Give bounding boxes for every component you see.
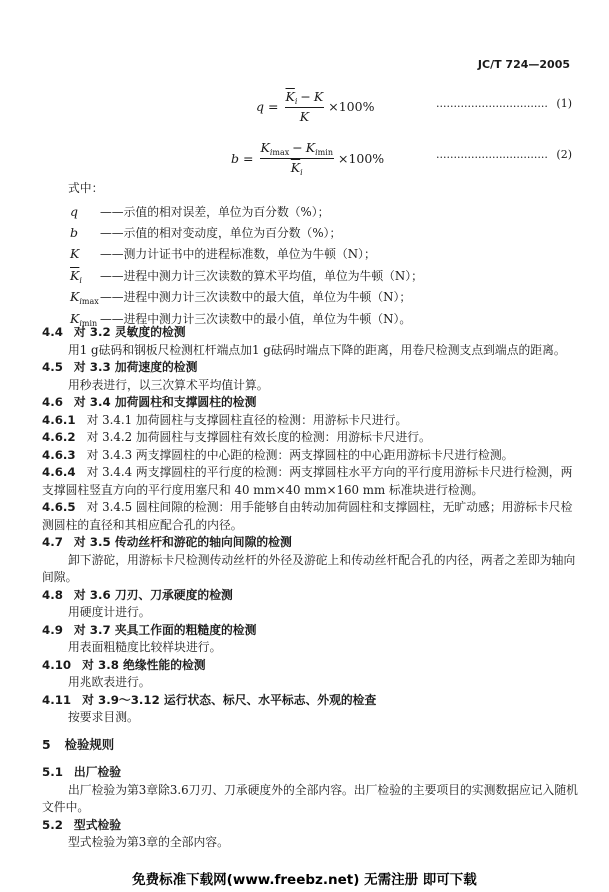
minus-operator: − — [292, 140, 303, 155]
formula-lhs: q — [256, 99, 265, 114]
formula-lhs: b — [231, 151, 240, 166]
chapter-5-heading — [42, 736, 587, 754]
clause-4-9-text: 用表面粗糙度比较样块进行。 — [68, 640, 222, 655]
clause-title: 出厂检验 — [73, 765, 122, 780]
fraction-denominator — [300, 108, 309, 124]
subclause-text: 对 3.4.4 两支撑圆柱的平行度的检测：两支撑圆柱水平方向的平行度用游标卡尺进行检测，两 — [86, 465, 573, 480]
subscript: i — [315, 148, 318, 157]
chapter-5 — [42, 736, 587, 852]
symbol-letter: K — [70, 310, 80, 326]
subclause-text: 对 3.4.2 加荷圆柱与支撑圆柱有效长度的检测：用游标卡尺进行。 — [86, 430, 431, 445]
clause-4-6-5-continued: 测圆柱的直径和其相应配合孔的内径。 — [42, 517, 243, 532]
definition-row — [70, 243, 423, 264]
clause-4-7-heading — [42, 534, 587, 552]
clause-4-6-4-continued: 支撑圆柱竖直方向的平行度用塞尺和 40 mm×40 mm×160 mm 标准块进行检测。 — [42, 482, 484, 497]
formula-relative-variation — [231, 140, 384, 177]
subscript-max: max — [81, 297, 99, 307]
symbol-letter: $\overline{K}$ — [70, 267, 80, 283]
clause-4-6-3 — [42, 447, 587, 465]
clause-5-2-text: 型式检验为第3章的全部内容。 — [68, 835, 229, 850]
mean-reading-symbol: $\overline{K}$ — [285, 89, 295, 104]
symbol-letter: b — [70, 225, 79, 241]
equation-leader-2 — [436, 148, 572, 162]
clause-4-4-heading — [42, 324, 587, 342]
symbol-letter: K — [70, 246, 80, 262]
subclause-number: 4.6.4 — [42, 465, 76, 480]
subclause-number: 4.6.3 — [42, 447, 76, 462]
clause-4-8-text: 用硬度计进行。 — [68, 605, 151, 620]
standard-value-symbol: K — [299, 109, 310, 124]
clause-number: 4.5 — [42, 360, 63, 375]
clause-4-7-text: 卸下游砣，用游标卡尺检测传动丝杆的外径及游砣上和传动丝杆配合孔的内径，两者之差即为轴向 — [68, 552, 576, 567]
definition-symbol — [70, 225, 100, 240]
download-site-footer: 免费标准下载网(www.freebz.net) 无需注册 即可下载 — [132, 872, 477, 888]
clause-number: 4.4 — [42, 325, 63, 340]
definition-text: ——进程中测力计三次读数中的最小值，单位为牛顿（N）。 — [100, 311, 412, 326]
definition-row — [70, 286, 423, 307]
mean-reading-symbol: $\overline{K}$ — [290, 160, 301, 175]
fraction — [285, 89, 325, 124]
minus-operator: − — [300, 89, 311, 104]
standard-value-symbol: K — [313, 89, 324, 104]
formula-relative-error — [256, 89, 374, 124]
definition-symbol — [70, 289, 100, 307]
clause-4-6-4 — [42, 464, 587, 482]
symbol-definitions — [70, 201, 423, 329]
symbol-letter: q — [70, 203, 79, 219]
definition-symbol — [70, 204, 100, 219]
clause-4-11-text: 按要求目测。 — [68, 710, 139, 725]
clause-number: 4.7 — [42, 535, 63, 550]
subscript-max: max — [272, 148, 290, 157]
clause-title: 对 3.4 加荷圆柱和支撑圆柱的检测 — [73, 395, 257, 410]
min-reading-symbol: K — [305, 140, 316, 155]
section-4-clauses — [42, 324, 587, 727]
clause-4-5-text: 用秒表进行，以三次算术平均值计算。 — [68, 377, 269, 392]
equals-sign: = — [268, 99, 279, 114]
subscript: i — [300, 168, 303, 177]
clause-title: 对 3.2 灵敏度的检测 — [73, 325, 186, 340]
definition-text: ——进程中测力计三次读数的算术平均值，单位为牛顿（N）； — [100, 268, 423, 283]
clause-4-6-5 — [42, 499, 587, 517]
subscript: i — [79, 275, 82, 285]
where-intro: 式中： — [68, 181, 104, 195]
clause-number: 4.8 — [42, 587, 63, 602]
subclause-number: 4.6.1 — [42, 412, 76, 427]
clause-4-5-heading — [42, 359, 587, 377]
subscript: i — [294, 97, 298, 106]
chapter-title: 检验规则 — [64, 737, 115, 753]
clause-number: 5.1 — [42, 765, 63, 780]
clause-number: 4.9 — [42, 622, 63, 637]
clause-5-1-heading — [42, 764, 587, 782]
leader-dots: ................................ — [436, 97, 548, 110]
clause-number: 5.2 — [42, 817, 63, 832]
fraction-denominator — [291, 159, 303, 177]
subscript-min: min — [317, 148, 333, 157]
clause-4-6-heading — [42, 394, 587, 412]
percent-factor: ×100% — [337, 151, 385, 166]
equation-leader-1 — [436, 97, 572, 111]
clause-title: 对 3.6 刀刃、刀承硬度的检测 — [73, 587, 233, 602]
clause-title: 对 3.3 加荷速度的检测 — [73, 360, 198, 375]
clause-title: 对 3.7 夹具工作面的粗糙度的检测 — [73, 622, 257, 637]
clause-title: 对 3.8 绝缘性能的检测 — [82, 657, 206, 672]
clause-4-8-heading — [42, 587, 587, 605]
subclause-text: 对 3.4.1 加荷圆柱与支撑圆柱直径的检测：用游标卡尺进行。 — [86, 412, 408, 427]
equation-number: (1) — [556, 97, 572, 110]
definition-text: ——示值的相对变动度，单位为百分数（%）； — [100, 226, 342, 241]
percent-factor: ×100% — [328, 99, 375, 114]
subscript: i — [79, 297, 82, 307]
clause-5-2-heading — [42, 817, 587, 835]
clause-title: 对 3.5 传动丝杆和游砣的轴向间隙的检测 — [73, 535, 292, 550]
definition-text: ——进程中测力计三次读数中的最大值，单位为牛顿（N）； — [100, 290, 412, 305]
clause-4-6-2 — [42, 429, 587, 447]
fraction-numerator — [285, 89, 325, 107]
clause-4-11-heading — [42, 692, 587, 710]
leader-dots: ................................ — [436, 148, 548, 161]
subclause-text: 对 3.4.5 圆柱间隙的检测：用手能够自由转动加荷圆柱和支撑圆柱，无旷动感；用游标卡尺检 — [86, 500, 573, 515]
clause-title: 对 3.9～3.12 运行状态、标尺、水平标志、外观的检查 — [82, 692, 377, 707]
definition-row — [70, 201, 423, 222]
clause-4-9-heading — [42, 622, 587, 640]
chapter-number: 5 — [42, 737, 51, 753]
clause-4-7-text-continued: 间隙。 — [42, 570, 78, 585]
definition-text: ——测力计证书中的进程标准数，单位为牛顿（N）； — [100, 247, 376, 262]
clause-4-10-text: 用兆欧表进行。 — [68, 675, 151, 690]
max-reading-symbol: K — [260, 140, 270, 155]
document-code: JC/T 724—2005 — [477, 58, 570, 71]
subscript-min: min — [81, 318, 98, 328]
clause-4-4-text: 用1 g砝码和钢板尺检测杠杆端点加1 g砝码时端点下降的距离，用卷尺检测支点到端点的距离。 — [68, 342, 566, 357]
subscript: i — [269, 148, 273, 157]
subclause-number: 4.6.5 — [42, 500, 76, 515]
equation-number: (2) — [556, 148, 572, 161]
definition-row — [70, 222, 423, 243]
definition-symbol — [70, 268, 100, 283]
definition-text: ——示值的相对误差，单位为百分数（%）； — [100, 204, 330, 219]
fraction — [260, 140, 334, 177]
equals-sign: = — [243, 151, 254, 166]
definition-symbol — [70, 246, 100, 261]
subclause-text: 对 3.4.3 两支撑圆柱的中心距的检测：两支撑圆柱的中心距用游标卡尺进行检测。 — [86, 447, 514, 462]
clause-number: 4.11 — [42, 692, 72, 707]
clause-number: 4.10 — [42, 657, 72, 672]
definition-row — [70, 265, 423, 286]
clause-4-10-heading — [42, 657, 587, 675]
clause-4-6-1 — [42, 412, 587, 430]
subscript: i — [79, 318, 82, 328]
clause-title: 型式检验 — [73, 817, 122, 832]
fraction-numerator — [260, 140, 334, 158]
clause-number: 4.6 — [42, 395, 63, 410]
clause-5-1-text: 出厂检验为第3章除3.6刀刃、刀承硬度外的全部内容。出厂检验的主要项目的实测数据应记入随机 — [68, 782, 578, 797]
symbol-letter: K — [70, 289, 80, 305]
clause-5-1-text-continued: 文件中。 — [42, 800, 90, 815]
subclause-number: 4.6.2 — [42, 430, 76, 445]
